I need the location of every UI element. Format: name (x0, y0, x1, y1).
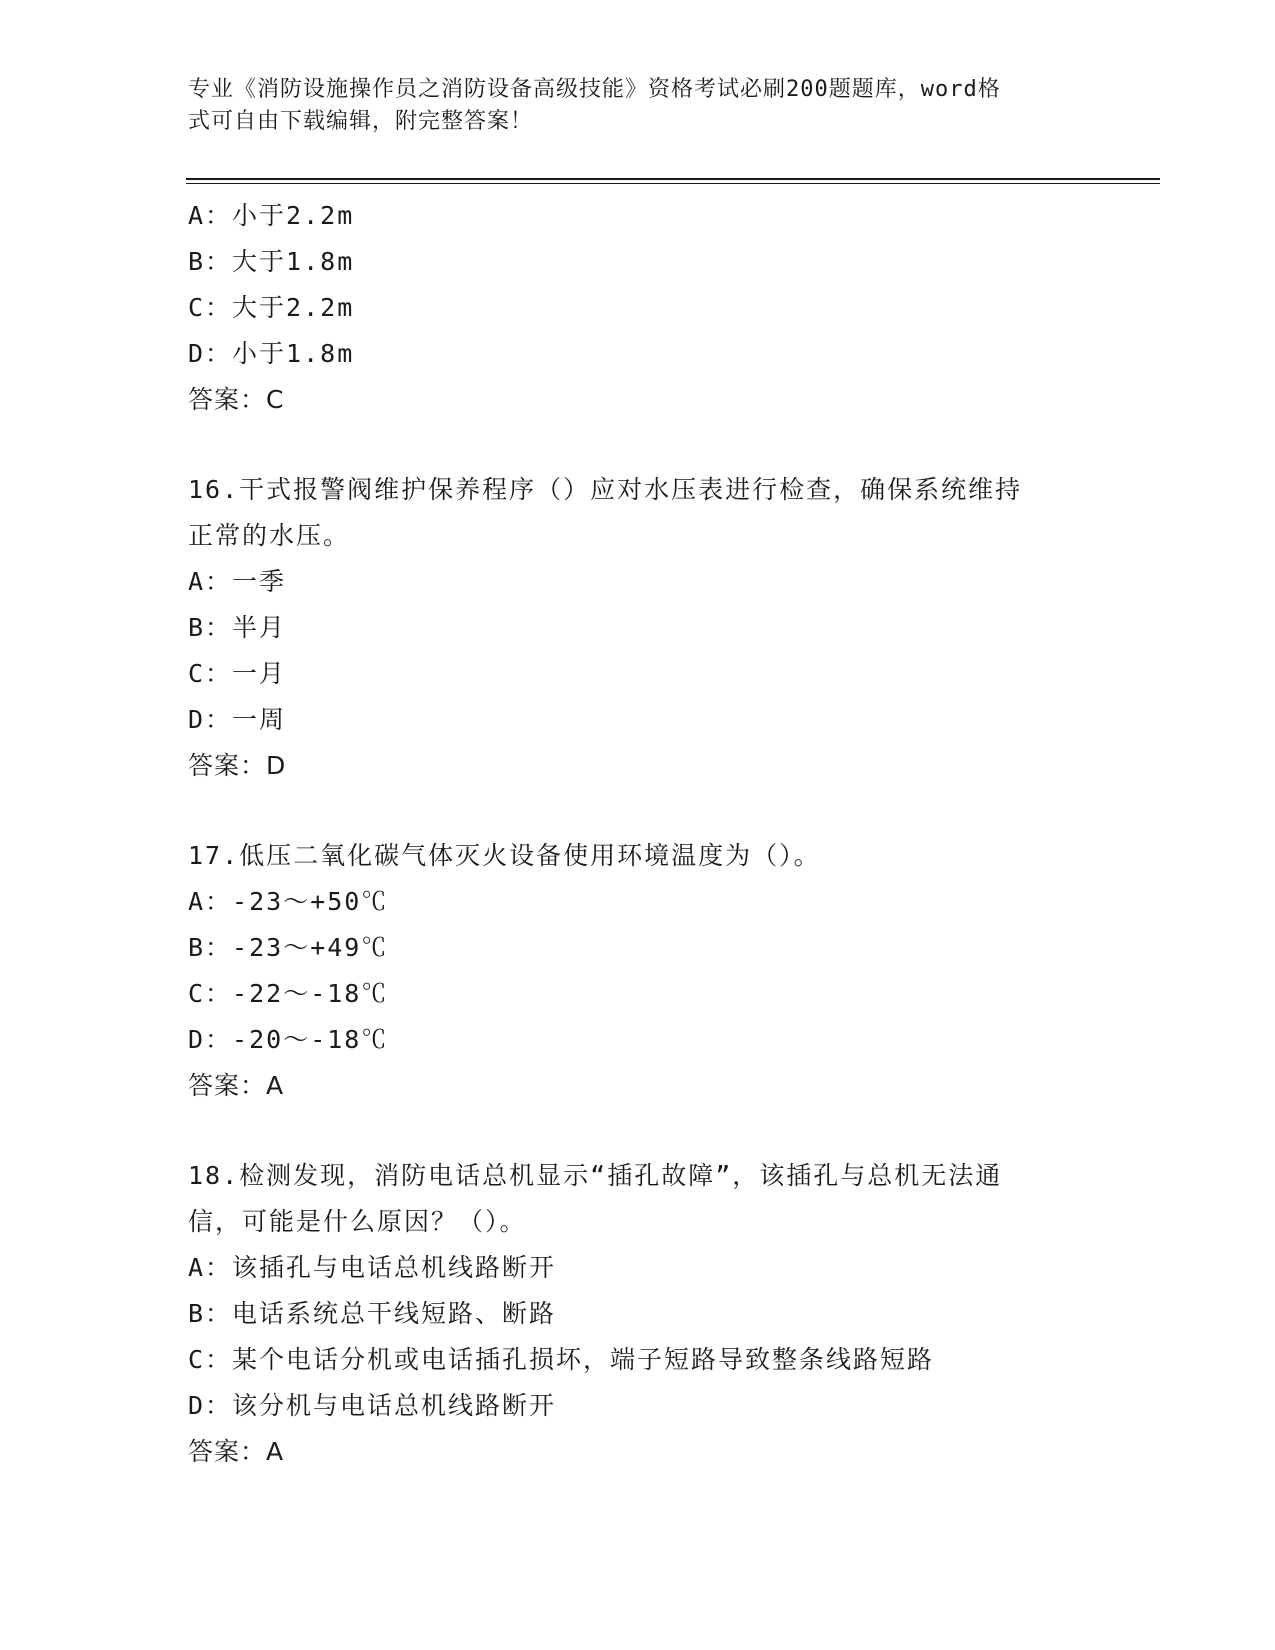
q16-stem-line-2: 正常的水压。 (188, 521, 351, 550)
q16-option-c: C：一月 (188, 659, 287, 688)
q17-stem-line-1: 17.低压二氧化碳气体灭火设备使用环境温度为（）。 (188, 841, 821, 870)
question-17 (188, 833, 1088, 1109)
q15-option-a: A：小于2.2m (188, 201, 355, 230)
question-list (188, 193, 1088, 1475)
q16-option-b: B：半月 (188, 613, 287, 642)
q18-option-d: D：该分机与电话总机线路断开 (188, 1391, 557, 1420)
q18-answer: 答案：A (188, 1437, 285, 1466)
q18-stem-line-2: 信，可能是什么原因？（）。 (188, 1207, 527, 1236)
q16-option-d: D：一周 (188, 705, 287, 734)
q16-answer: 答案：D (188, 751, 287, 780)
header-divider-thin (186, 183, 1160, 184)
q18-stem-line-1: 18.检测发现，消防电话总机显示“插孔故障”，该插孔与总机无法通 (188, 1161, 1003, 1190)
q16-option-a: A：一季 (188, 567, 287, 596)
q18-option-c: C：某个电话分机或电话插孔损坏，端子短路导致整条线路短路 (188, 1345, 935, 1374)
q17-option-a: A：-23～+50℃ (188, 887, 389, 916)
q15-option-d: D：小于1.8m (188, 339, 355, 368)
question-15-options (188, 193, 1088, 423)
question-18 (188, 1153, 1088, 1475)
header-line-2: 式可自由下载编辑，附完整答案！ (188, 109, 534, 134)
q17-option-d: D：-20～-18℃ (188, 1025, 389, 1054)
q15-option-b: B：大于1.8m (188, 247, 355, 276)
q15-answer: 答案：C (188, 385, 285, 414)
header-divider-thick (186, 178, 1160, 180)
q15-option-c: C：大于2.2m (188, 293, 355, 322)
q17-option-b: B：-23～+49℃ (188, 933, 389, 962)
question-16 (188, 467, 1088, 789)
q16-stem-line-1: 16.干式报警阀维护保养程序（）应对水压表进行检查，确保系统维持 (188, 475, 1023, 504)
header-line-1: 专业《消防设施操作员之消防设备高级技能》资格考试必刷200题题库，word格 (188, 77, 1001, 102)
question-spacer (188, 1109, 1088, 1153)
document-header (188, 74, 1088, 138)
q17-option-c: C：-22～-18℃ (188, 979, 389, 1008)
question-spacer (188, 789, 1088, 833)
q18-option-b: B：电话系统总干线短路、断路 (188, 1299, 557, 1328)
q18-option-a: A：该插孔与电话总机线路断开 (188, 1253, 557, 1282)
question-spacer (188, 423, 1088, 467)
q17-answer: 答案：A (188, 1071, 285, 1100)
